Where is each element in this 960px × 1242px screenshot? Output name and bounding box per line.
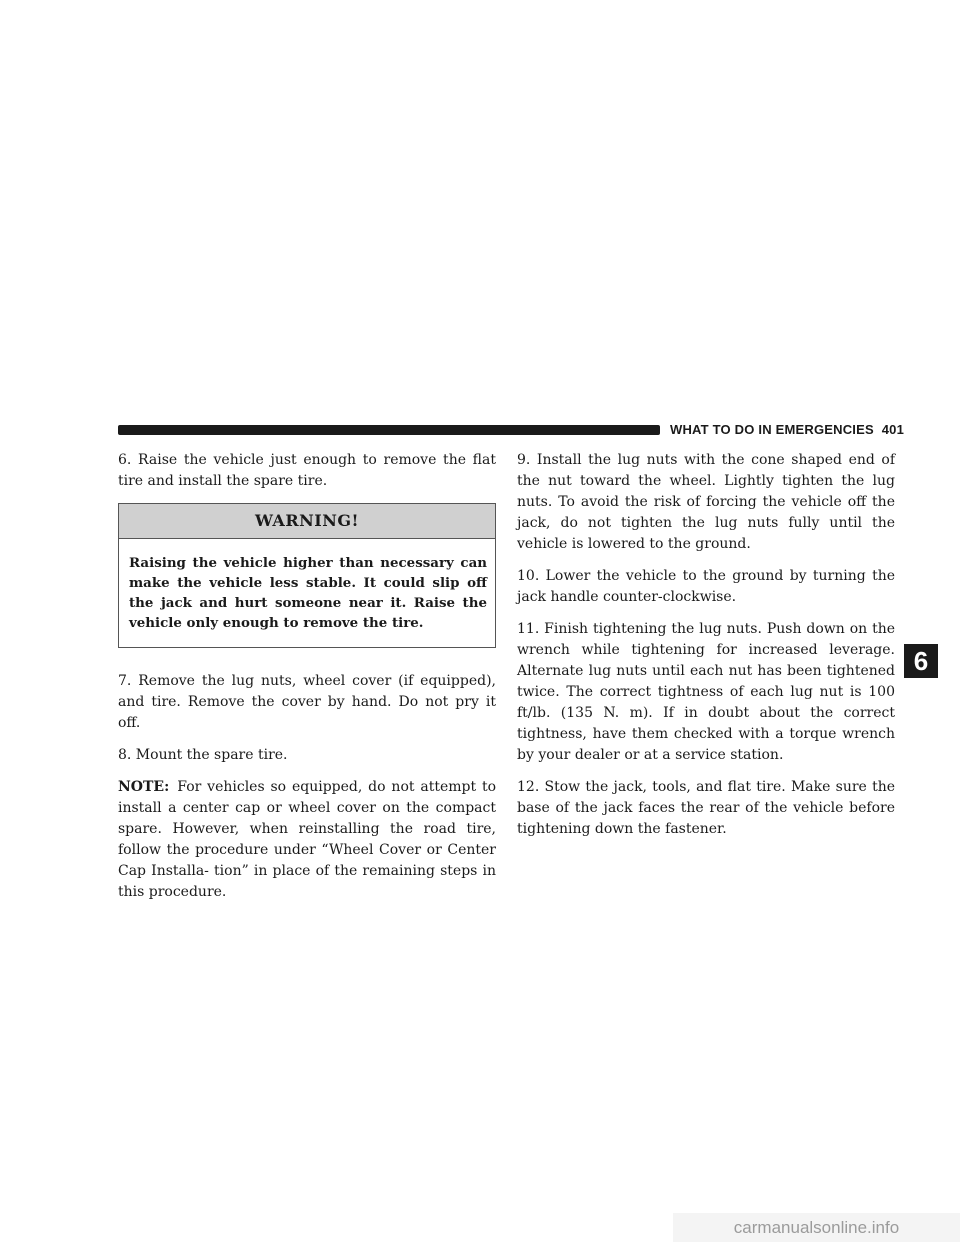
header-rule: [118, 425, 660, 435]
warning-title: WARNING!: [119, 504, 495, 539]
chapter-tab: 6: [904, 644, 938, 678]
step-12: 12. Stow the jack, tools, and flat tire. Make sure the base of the jack faces the rear of the vehicle before tightening down the fastener.: [517, 779, 895, 837]
right-column: [517, 450, 895, 851]
page-number: 401: [881, 422, 904, 437]
step-11: 11. Finish tightening the lug nuts. Push down on the wrench while tightening for increased leverage. Alternate lug nuts until each nut has been tightened twice. The correct tightness of each lug nut is 100 ft/lb. (135 N. m). If in doubt about the correct tightness, have them checked with a torque wrench by your dealer or at a service station.: [517, 621, 895, 763]
step-8: 8. Mount the spare tire.: [118, 747, 288, 763]
left-column: [118, 450, 496, 914]
step-7: 7. Remove the lug nuts, wheel cover (if equipped), and tire. Remove the cover by hand. Do not pry it off.: [118, 673, 496, 731]
step-9: 9. Install the lug nuts with the cone shaped end of the nut toward the wheel. Lightly tighten the lug nuts. To avoid the risk of forcing the vehicle off the jack, do not tighten the lug nuts fully until the vehicle is lowered to the ground.: [517, 452, 895, 552]
note-label: NOTE:: [118, 779, 170, 795]
note-paragraph: [118, 777, 496, 903]
note-text: For vehicles so equipped, do not attempt to install a center cap or wheel cover on the compact spare. However, when reinstalling the road tire, follow the procedure under “Wheel Cover or Center Cap Installa- tion” in place of the remaining steps in this procedure.: [118, 779, 496, 900]
step-10: 10. Lower the vehicle to the ground by turning the jack handle counter-clockwise.: [517, 568, 895, 605]
warning-box: [118, 503, 496, 648]
section-title: WHAT TO DO IN EMERGENCIES: [670, 422, 874, 437]
watermark: carmanualsonline.info: [673, 1213, 960, 1242]
warning-body: Raising the vehicle higher than necessary can make the vehicle less stable. It could slip off the jack and hurt someone near it. Raise the vehicle only enough to remove the tire.: [129, 555, 487, 631]
running-header: [670, 422, 904, 437]
step-6: 6. Raise the vehicle just enough to remove the flat tire and install the spare tire.: [118, 452, 496, 489]
